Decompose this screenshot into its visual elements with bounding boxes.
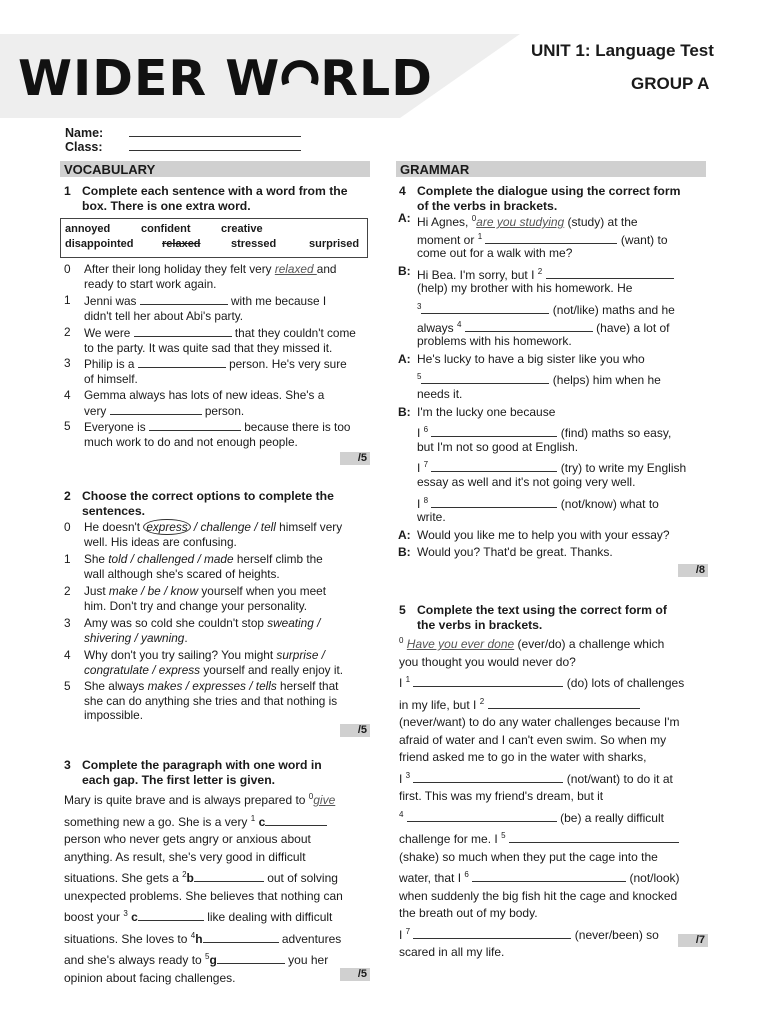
word-stressed: stressed bbox=[231, 238, 277, 250]
options[interactable]: surprise / bbox=[276, 648, 325, 662]
ex5-score: /7 bbox=[678, 934, 708, 947]
unit-title: UNIT 1: Language Test bbox=[531, 41, 714, 60]
grammar-heading: GRAMMAR bbox=[396, 161, 706, 177]
answer-blank[interactable] bbox=[546, 267, 674, 279]
class-label: Class: bbox=[65, 140, 103, 154]
answer-blank[interactable] bbox=[472, 870, 626, 882]
answer-blank[interactable] bbox=[407, 810, 557, 822]
ex1-item-5: 5 Everyone is because there is too much work to do and not enough people. bbox=[64, 419, 351, 449]
example-answer: Have you ever done bbox=[406, 637, 515, 651]
ex2-item-5: 5 She always makes / expresses / tells herself that she can do anything she tries and that nothing is impossible. bbox=[64, 679, 339, 722]
word-relaxed: relaxed bbox=[162, 238, 201, 250]
group-label: GROUP A bbox=[631, 74, 710, 93]
options[interactable]: shivering / yawning bbox=[84, 630, 185, 645]
ex1-item-2: 2 We were that they couldn't come to the party. It was quite sad that they missed it. bbox=[64, 325, 356, 355]
ex4-dialogue: A: Hi Agnes, $^0$are you studying (study) at the moment or $^1$ (want) to come out for a walk with me? B: Hi Bea. I'm sorry, but I $^2$ (help) my brother with his homework. He $^3$ (not/like) maths and he always $^4$ (have) a lot of problems with his homework. A: He's lucky to have a big sister like you who $^5$ (helps) him when he needs it. B: I'm the lucky one because I $^6$ (find) maths so easy, but I'm not so good at English. I $^7$ (try) to write my English essay as well and it's not going very well. I $^8$ (not/know) what to write. A: Would you like me to help you with your essay? B: Would you? That'd be great. Thanks. bbox=[398, 211, 687, 560]
answer-blank[interactable] bbox=[421, 302, 549, 314]
example-answer: relaxed bbox=[274, 262, 317, 276]
word-confident: confident bbox=[141, 223, 191, 235]
ex2-item-4: 4 Why don't you try sailing? You might surprise / congratulate / express yourself and really enjoy it. bbox=[64, 648, 344, 677]
options[interactable]: told / challenged / made bbox=[108, 552, 234, 566]
answer-blank[interactable] bbox=[140, 293, 228, 305]
answer-blank[interactable] bbox=[421, 372, 549, 384]
answer-blank[interactable] bbox=[431, 460, 557, 472]
options[interactable]: sweating / bbox=[267, 616, 321, 630]
word-annoyed: annoyed bbox=[65, 223, 111, 235]
ex1-item-1: 1 Jenni was with me because I didn't tell her about Abi's party. bbox=[64, 293, 327, 323]
ex4-instruction: 4 Complete the dialogue using the correct form of the verbs in brackets. bbox=[399, 184, 681, 213]
answer-blank[interactable] bbox=[413, 675, 563, 687]
ex4-score: /8 bbox=[678, 564, 708, 577]
answer-blank[interactable] bbox=[509, 831, 679, 843]
answer-blank[interactable] bbox=[265, 814, 327, 826]
ex3-paragraph: Mary is quite brave and is always prepared to $^0$give something new a go. She is a very $^1$ c person who never gets angry or anxious about anything. As result, she's very good in difficult situations. She gets a $^2$b out of solving unexpected problems. She believes that nothing can boost your $^3$ c like dealing with difficult situations. She loves to $^4$h adventures and she's always ready to $^5$g you her opinion about facing challenges. bbox=[64, 792, 343, 985]
answer-blank[interactable] bbox=[194, 870, 264, 882]
ex1-item-0: 0 After their long holiday they felt very relaxed and ready to start work again. bbox=[64, 262, 337, 291]
ex2-score: /5 bbox=[340, 724, 370, 737]
ex5-paragraph: $^0$ Have you ever done (ever/do) a challenge which you thought you would never do? I $^1$ (do) lots of challenges in my life, but I $^2$ (never/want) to do any water challenges because I'm afraid of water and I can't even swim. So when my friend asked me to go in the water with sharks, I $^3$ (not/want) to do it at first. This was my friend's dream, but it $^4$ (be) a really difficult challenge for me. I $^5$ (shake) so much when they put the cage into the water, that I $^6$ (not/look) when suddenly the big fish hit the cage and knocked the breath out of my body. I $^7$ (never/been) so scared in all my life. bbox=[399, 636, 685, 959]
answer-blank[interactable] bbox=[203, 931, 279, 943]
ex2-item-1: 1 She told / challenged / made herself climb the wall although she's scared of heights. bbox=[64, 552, 323, 581]
answer-blank[interactable] bbox=[138, 356, 226, 368]
logo-text-right: RLD bbox=[320, 50, 433, 107]
wider-world-logo bbox=[18, 50, 433, 107]
word-disappointed: disappointed bbox=[65, 238, 134, 250]
ex5-instruction: 5 Complete the text using the correct form of the verbs in brackets. bbox=[399, 603, 667, 632]
word-creative: creative bbox=[221, 223, 263, 235]
answer-blank[interactable] bbox=[485, 232, 617, 244]
name-field[interactable] bbox=[65, 126, 301, 140]
ex2-item-3: 3 Amy was so cold she couldn't stop sweating / shivering / yawning. bbox=[64, 616, 321, 645]
example-answer: give bbox=[313, 793, 336, 807]
logo-o-ring-icon bbox=[280, 58, 320, 98]
ex1-item-4: 4 Gemma always has lots of new ideas. She's a very person. bbox=[64, 388, 325, 418]
answer-blank[interactable] bbox=[134, 325, 232, 337]
name-label: Name: bbox=[65, 126, 104, 140]
word-surprised: surprised bbox=[309, 238, 360, 250]
options[interactable]: makes / expresses / tells bbox=[147, 679, 277, 693]
answer-blank[interactable] bbox=[138, 909, 204, 921]
ex1-score: /5 bbox=[340, 452, 370, 465]
ex3-score: /5 bbox=[340, 968, 370, 981]
ex2-item-2: 2 Just make / be / know yourself when you meet him. Don't try and change your personality. bbox=[64, 584, 326, 613]
vocabulary-heading: VOCABULARY bbox=[60, 161, 370, 177]
answer-blank[interactable] bbox=[488, 697, 640, 709]
ex3-instruction: 3 Complete the paragraph with one word in each gap. The first letter is given. bbox=[64, 758, 322, 787]
logo-text-left: WIDER W bbox=[18, 50, 281, 107]
ex2-instruction: 2 Choose the correct options to complete the sentences. bbox=[64, 489, 334, 518]
ex1-item-3: 3 Philip is a person. He's very sure of himself. bbox=[64, 356, 347, 386]
word-box bbox=[60, 218, 368, 258]
options[interactable]: congratulate / express bbox=[84, 662, 201, 677]
answer-blank[interactable] bbox=[217, 952, 285, 964]
ex1-instruction: 1 Complete each sentence with a word from the box. There is one extra word. bbox=[64, 184, 348, 213]
options[interactable]: make / be / know bbox=[108, 584, 199, 598]
example-answer: are you studying bbox=[476, 215, 565, 229]
answer-blank[interactable] bbox=[413, 771, 563, 783]
circled-answer: express bbox=[143, 519, 190, 535]
answer-blank[interactable] bbox=[110, 403, 202, 415]
answer-blank[interactable] bbox=[431, 496, 557, 508]
answer-blank[interactable] bbox=[431, 425, 557, 437]
ex2-item-0: 0 He doesn't express / challenge / tell himself very well. His ideas are confusing. bbox=[64, 520, 343, 549]
answer-blank[interactable] bbox=[413, 927, 571, 939]
answer-blank[interactable] bbox=[465, 320, 593, 332]
answer-blank[interactable] bbox=[149, 419, 241, 431]
class-field[interactable] bbox=[65, 140, 301, 154]
